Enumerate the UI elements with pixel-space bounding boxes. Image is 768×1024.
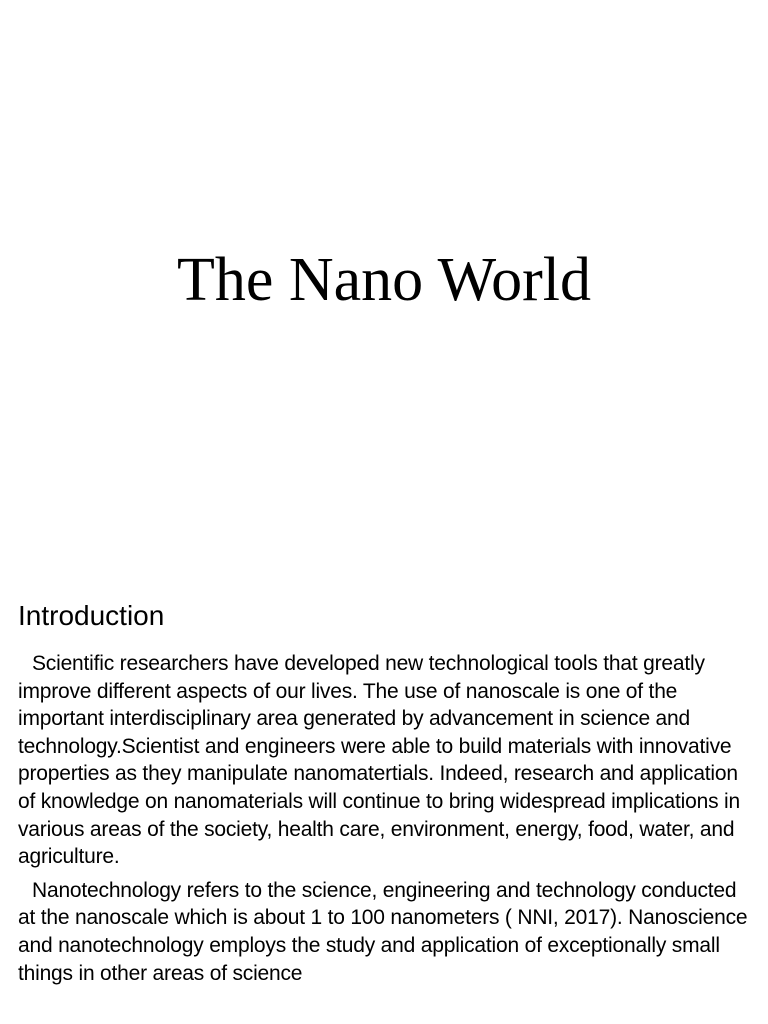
paragraph: Nanotechnology refers to the science, engineering and technology conducted at the nanoscale which is about 1 to 100 nanometers ( NNI, 2017). Nanoscience and nanotechnology employs the study and application of exceptionally small things in other areas of science (18, 878, 748, 985)
paragraph: Scientific researchers have developed new technological tools that greatly improve different aspects of our lives. The use of nanoscale is one of the important interdisciplinary area generated by advancement in science and technology.Scientist and engineers were able to build materials with innovative properties as they manipulate nanomatertials. Indeed, research and application of knowledge on nanomaterials will continue to bring widespread implications in various areas of the society, health care, environment, energy, food, water, and agriculture. (18, 652, 740, 869)
introduction-section (18, 596, 758, 993)
page-title: The Nano World (177, 246, 591, 314)
section-heading: Introduction (18, 600, 165, 631)
